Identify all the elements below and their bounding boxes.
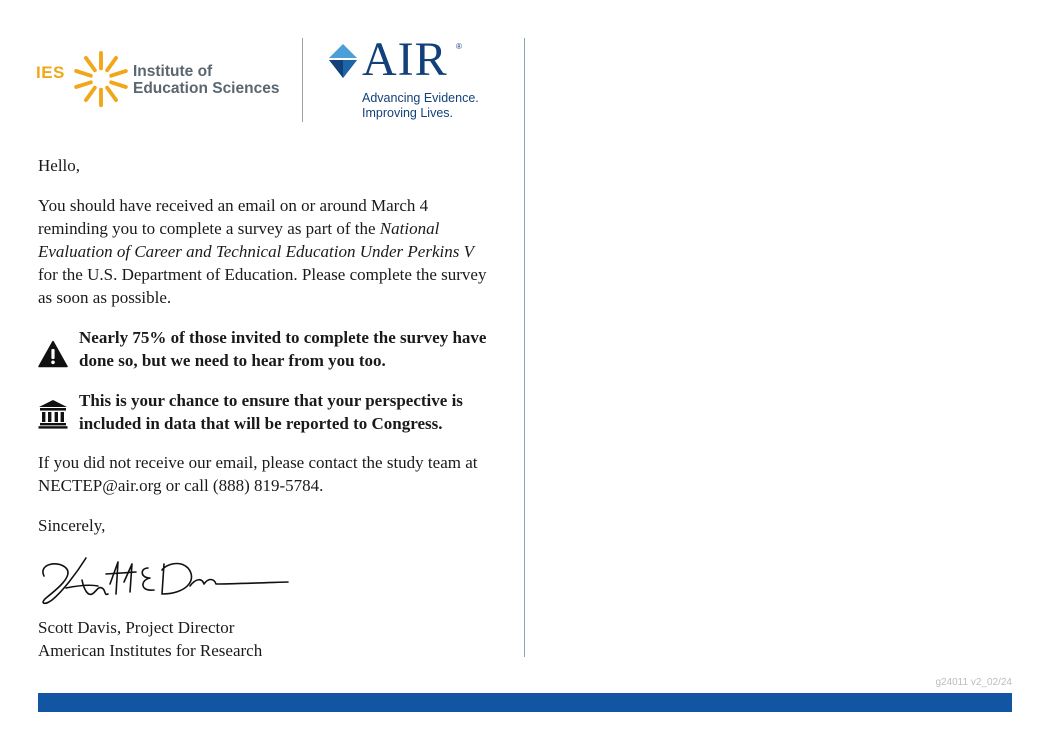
logo-divider (302, 38, 303, 122)
air-logo (326, 33, 496, 120)
signer-organization: American Institutes for Research (38, 641, 263, 660)
signer-name: Scott Davis, Project Director (38, 618, 235, 637)
ies-name: Institute of Education Sciences (133, 63, 280, 97)
signature (36, 550, 296, 612)
closing: Sincerely, (38, 516, 106, 535)
ies-sun-icon (72, 50, 130, 108)
center-divider (524, 38, 525, 657)
air-wordmark: AIR (362, 33, 448, 86)
warning-icon (38, 338, 68, 370)
version-code: g24011 v2_02/24 (935, 677, 1012, 688)
air-tagline: Advancing Evidence. Improving Lives. (362, 91, 479, 120)
footer-bar (38, 693, 1012, 712)
study-title: National Evaluation of Career and Technical Education Under Perkins V (38, 219, 474, 261)
reminder-paragraph: You should have received an email on or around March 4 reminding you to complete a survey as part of the National Evaluation of Career and Technical Education Under Perkins V for the U.S. Department of Education. Please complete the survey as soon as possible. (38, 196, 487, 307)
callout-text: This is your chance to ensure that your perspective is included in data that will be reported to Congress. (79, 391, 463, 433)
air-registered-mark: ® (456, 42, 462, 51)
ies-abbreviation: IES (36, 63, 65, 82)
government-building-icon (38, 398, 68, 430)
ies-logo (36, 50, 286, 110)
contact-paragraph: If you did not receive our email, please contact the study team at NECTEP@air.org or call (888) 819-5784. (38, 453, 478, 495)
greeting: Hello, (38, 156, 81, 175)
air-diamond-icon (328, 44, 358, 80)
callout-text: Nearly 75% of those invited to complete the survey have done so, but we need to hear from you too. (79, 328, 487, 370)
